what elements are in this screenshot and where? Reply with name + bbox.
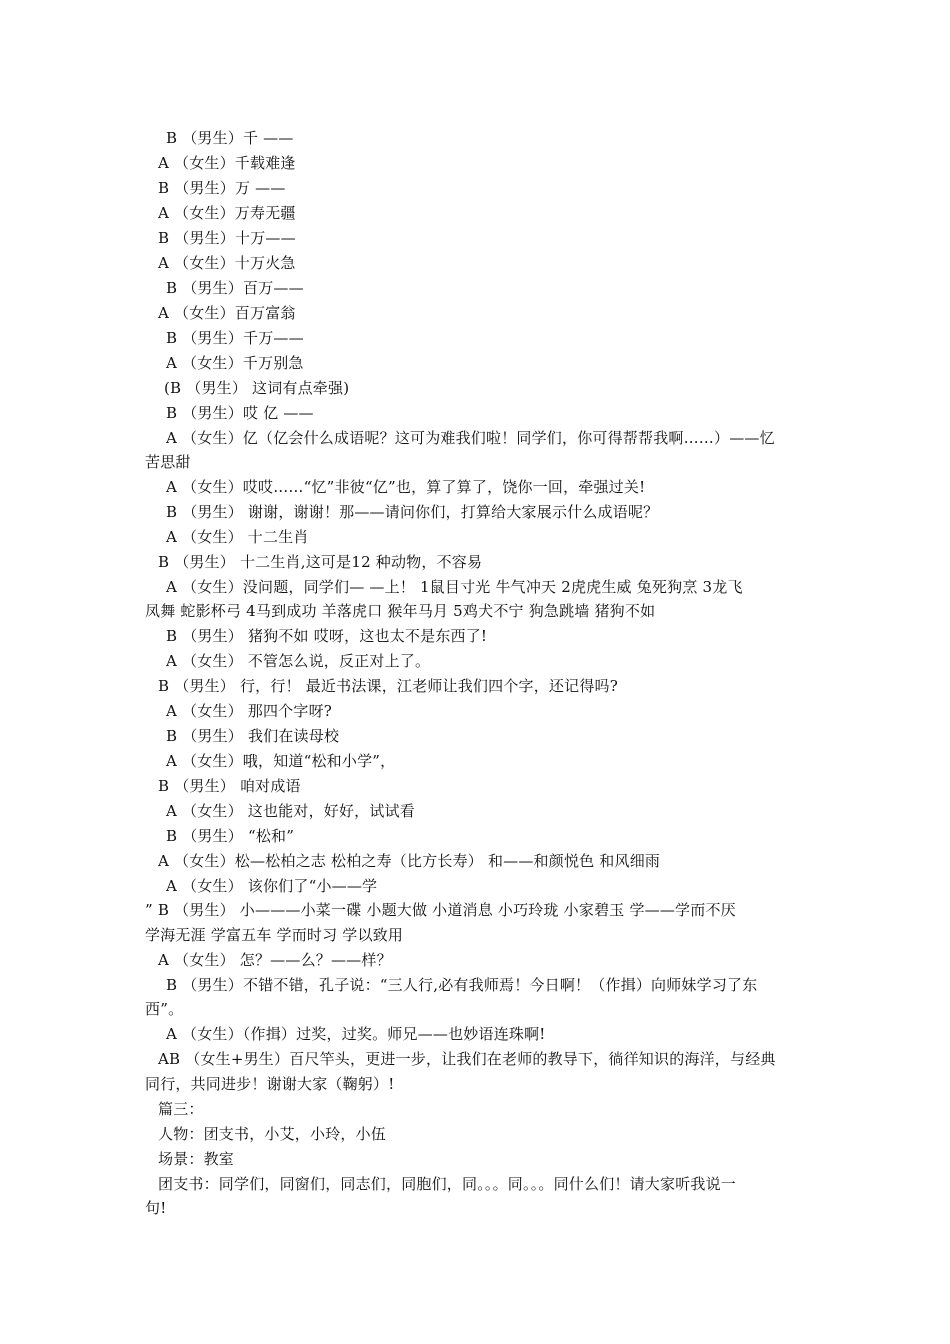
line-26: A （女生）哦，知道“松和小学”， [166,752,396,770]
line-10: A （女生）千万别急 [166,354,304,372]
line-19: A （女生）没问题，同学们— —上！ 1鼠目寸光 牛气冲天 2虎虎生威 兔死狗烹 3龙飞 [166,578,743,596]
line-14: 苦思甜 [145,453,191,471]
line-30: A （女生）松—松柏之志 松柏之寿（比方长寿） 和——和颜悦色 和风细雨 [158,852,661,870]
line-27: B （男生） 咱对成语 [158,777,301,795]
line-42: 场景：教室 [158,1150,235,1168]
line-40: 篇三： [158,1100,204,1118]
line-31: A （女生） 该你们了“小——学 [166,877,378,895]
line-06: A （女生）十万火急 [158,254,296,272]
line-24: A （女生） 那四个字呀? [166,702,333,720]
line-11: (B （男生） 这词有点牵强) [164,379,350,397]
line-22: A （女生） 不管怎么说，反正对上了。 [166,652,431,670]
line-23: B （男生） 行，行！ 最近书法课，江老师让我们四个字，还记得吗? [158,677,618,695]
line-32: ” B （男生） 小———小菜一碟 小题大做 小道消息 小巧玲珑 小家碧玉 学——学而不厌 [145,901,736,919]
line-41: 人物：团支书，小艾，小玲，小伍 [158,1125,387,1143]
line-03: B （男生）万 —— [158,179,286,197]
line-36: 西”。 [145,1000,184,1018]
line-01: B （男生）千 —— [166,129,294,147]
line-20: 凤舞 蛇影杯弓 4马到成功 羊落虎口 猴年马月 5鸡犬不宁 狗急跳墙 猪狗不如 [145,602,656,620]
line-05: B （男生）十万—— [158,229,296,247]
line-17: A （女生） 十二生肖 [166,528,309,546]
line-07: B （男生）百万—— [166,279,304,297]
line-09: B （男生）千万—— [166,329,304,347]
line-28: A （女生） 这也能对，好好，试试看 [166,802,415,820]
line-13: A （女生）亿（亿会什么成语呢？这可为难我们啦！同学们，你可得帮帮我啊……）——忆 [166,429,775,447]
line-39: 同行，共同进步！谢谢大家（鞠躬）! [145,1075,395,1093]
line-25: B （男生） 我们在读母校 [166,727,340,745]
line-34: A （女生） 怎？——么？——样？ [158,951,392,969]
line-37: A （女生）（作揖）过奖，过奖。师兄——也妙语连珠啊! [166,1025,546,1043]
line-29: B （男生） “松和” [166,827,295,845]
line-02: A （女生）千载难逢 [158,154,296,172]
line-12: B （男生）哎 亿 —— [166,404,314,422]
line-44: 句! [145,1199,167,1217]
line-38: AB （女生+男生）百尺竿头，更进一步，让我们在老师的教导下，徜徉知识的海洋，与经典 [158,1050,776,1068]
line-15: A （女生）哎哎……“忆”非彼“亿”也，算了算了，饶你一回，牵强过关! [166,478,646,496]
line-04: A （女生）万寿无疆 [158,204,296,222]
line-16: B （男生） 谢谢，谢谢！那——请问你们，打算给大家展示什么成语呢？ [166,503,659,521]
line-18: B （男生） 十二生肖,这可是12 种动物，不容易 [158,553,483,571]
line-08: A （女生）百万富翁 [158,304,296,322]
line-35: B （男生）不错不错，孔子说：“三人行,必有我师焉！今日啊！（作揖）向师妹学习了东 [166,976,758,994]
line-33: 学海无涯 学富五车 学而时习 学以致用 [145,926,404,944]
line-43: 团支书：同学们，同窗们，同志们，同胞们，同。。。同。。。同什么们！请大家听我说一 [158,1175,737,1193]
line-21: B （男生） 猪狗不如 哎呀，这也太不是东西了! [166,627,488,645]
